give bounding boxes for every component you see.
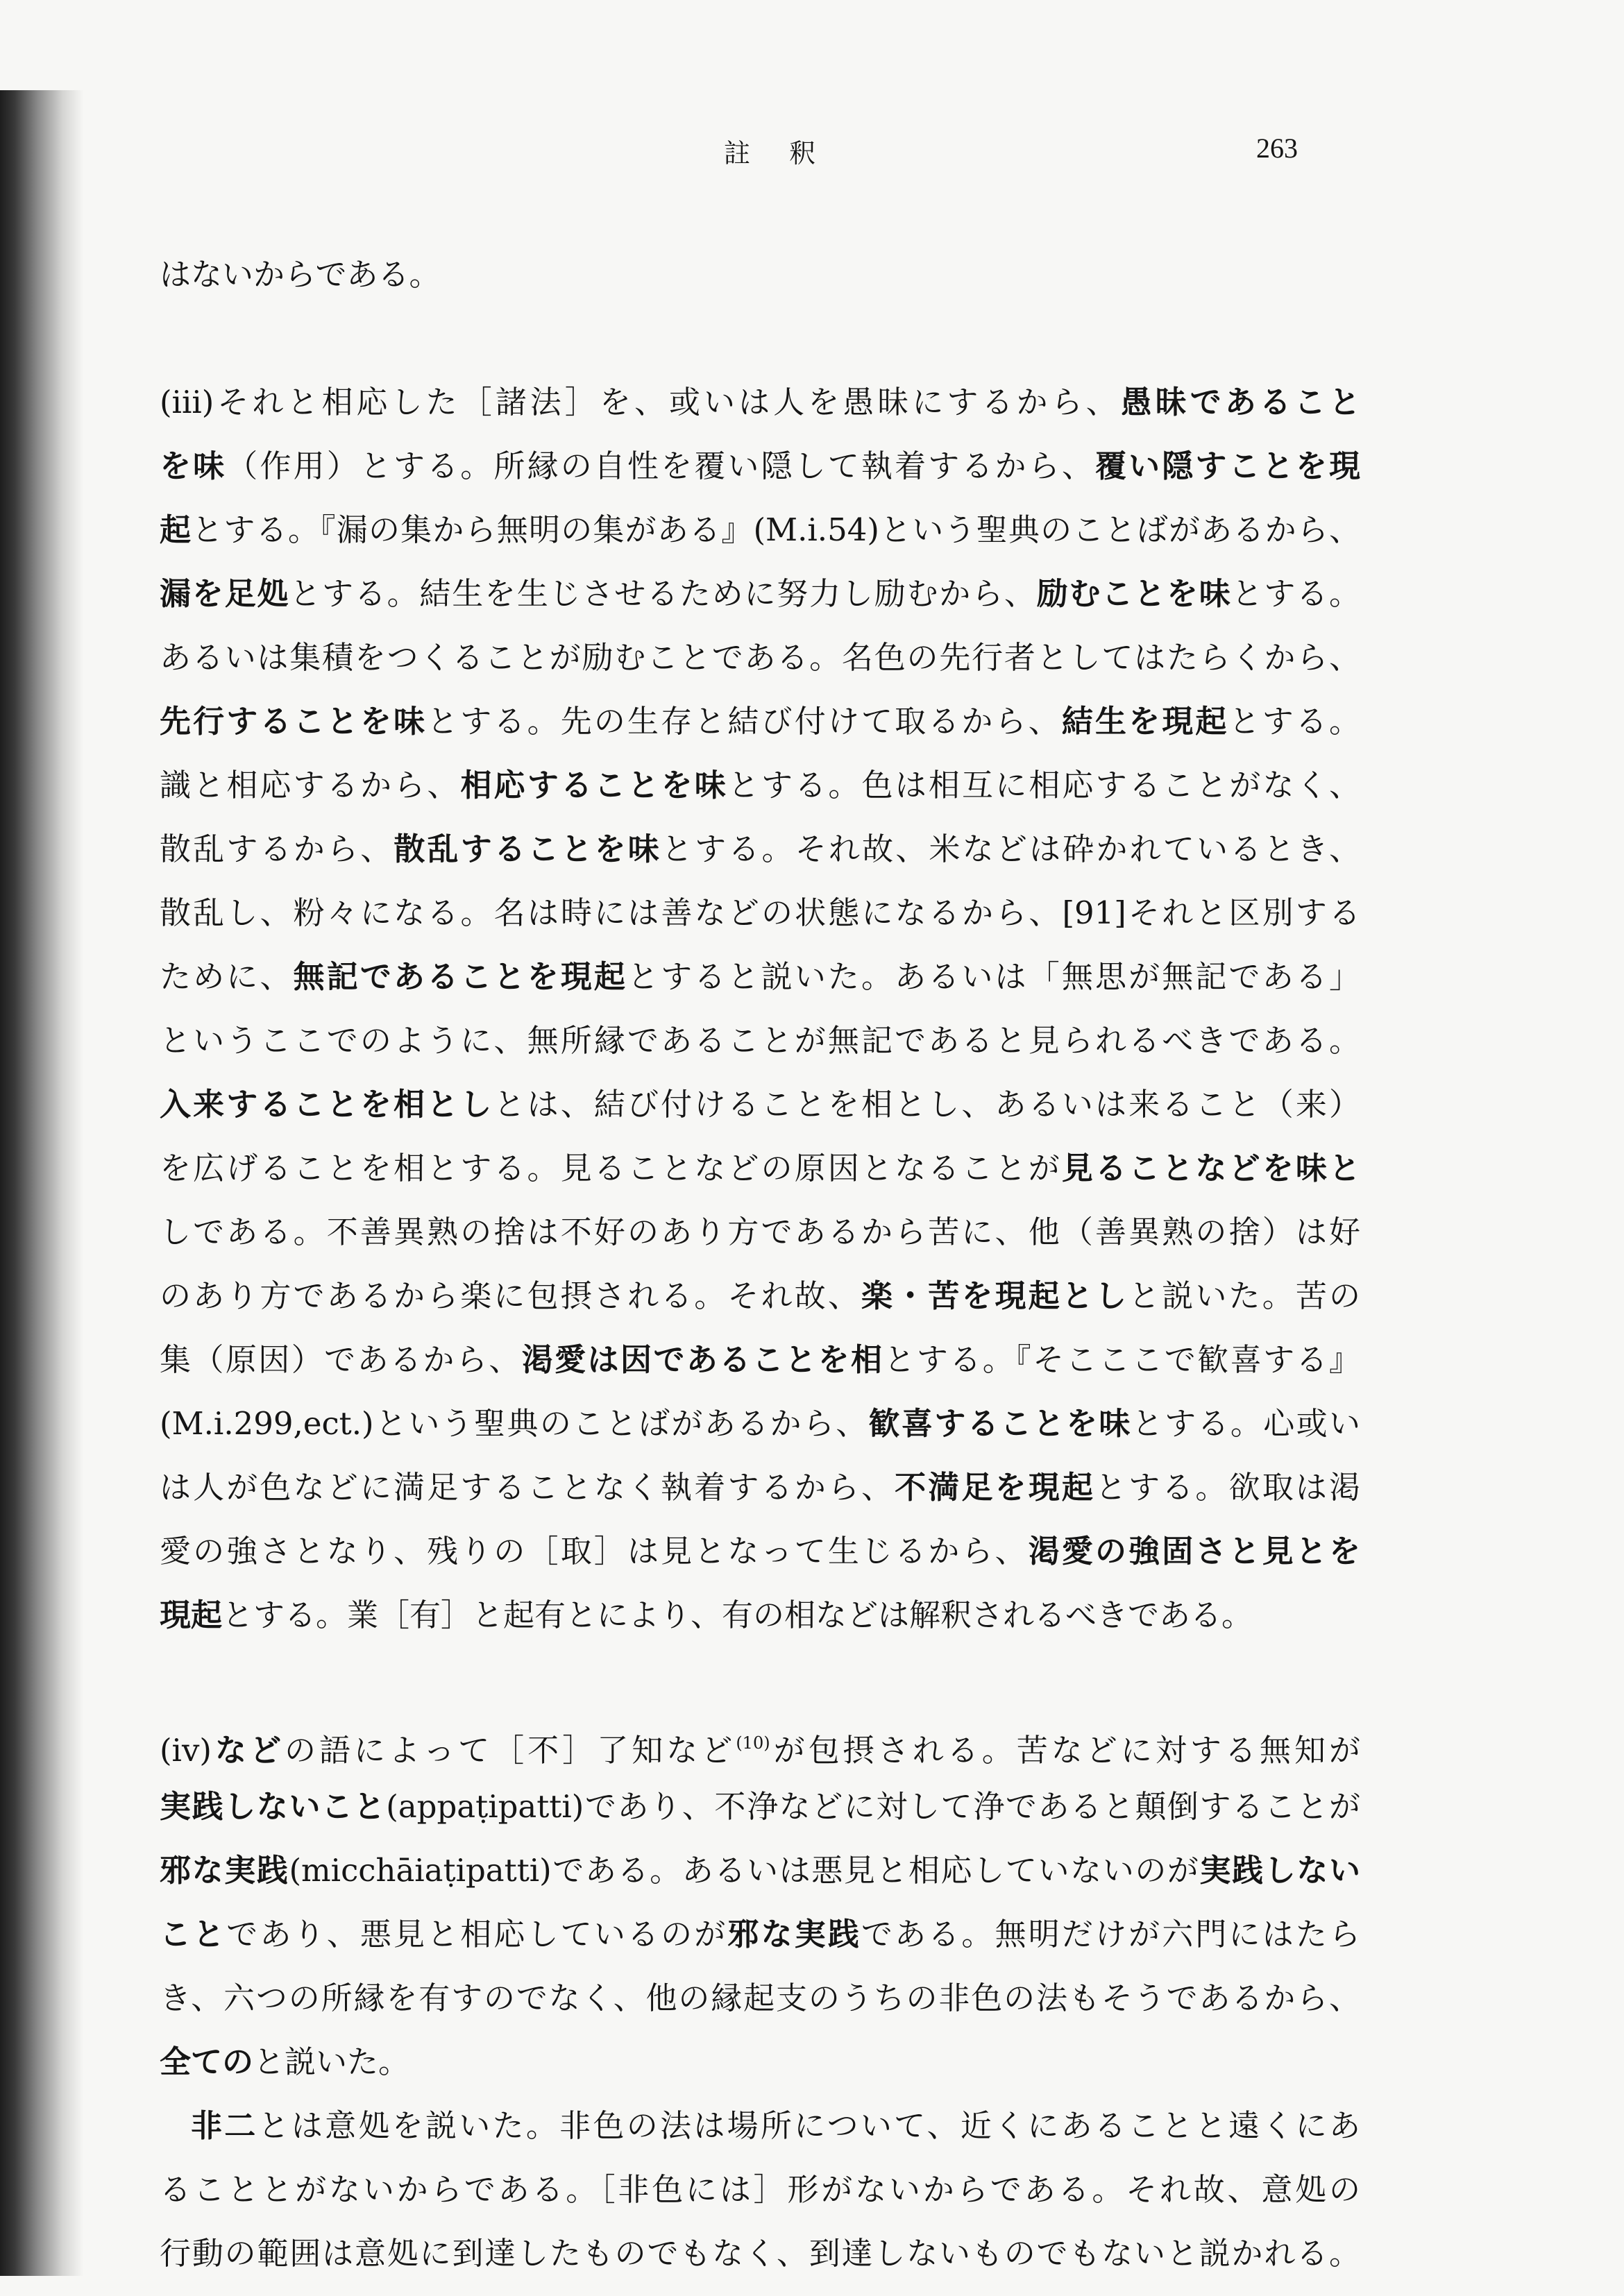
text-segment: (M.i.299,ect.)という聖典のことばがあるから、 <box>160 1405 869 1442</box>
text-segment: (appaṭipatti)であり、不浄などに対して浄であると顛倒することが <box>386 1788 1360 1825</box>
text-line <box>160 1903 1360 1966</box>
text-segment: （作用）とする。所縁の自性を覆い隠して執着するから、 <box>226 448 1095 484</box>
text-line <box>160 434 1360 498</box>
text-segment: ることとがないからである。［非色には］形がないからである。それ故、意処の <box>160 2171 1360 2208</box>
bold-term: 楽・苦を現起とし <box>861 1277 1129 1314</box>
text-segment: はないからである。 <box>160 256 441 293</box>
text-segment: とする。心或い <box>1131 1405 1360 1442</box>
text-segment: しである。不善異熟の捨は不好のあり方であるから苦に、他（善異熟の捨）は好 <box>160 1214 1360 1250</box>
text-segment: 散乱し、粉々になる。名は時には善などの状態になるから、[91]それと区別する <box>160 894 1360 931</box>
text-segment: とは意処を説いた。非色の法は場所について、近くにあることと遠くにあ <box>257 2107 1360 2144</box>
text-line <box>160 1775 1360 1839</box>
text-segment: である。無明だけが六門にはたら <box>861 1916 1360 1953</box>
text-line <box>160 1137 1360 1200</box>
bold-term: 起 <box>160 511 192 548</box>
text-line <box>160 945 1360 1009</box>
text-line <box>160 2158 1360 2222</box>
page-number: 263 <box>1256 133 1298 164</box>
bold-term: 渇愛の強固さと見とを <box>1028 1533 1360 1570</box>
text-line <box>160 1966 1360 2030</box>
text-segment: 愛の強さとなり、残りの［取］は見となって生じるから、 <box>160 1533 1029 1570</box>
text-segment: と説いた。 <box>253 2043 410 2080</box>
text-line <box>160 2094 1360 2158</box>
bold-term: 現起 <box>160 1597 223 1633</box>
bold-term: 不満足を現起 <box>895 1469 1095 1506</box>
bold-term: こと <box>160 1916 227 1953</box>
text-segment: というここでのように、無所縁であることが無記であると見られるべきである。 <box>160 1022 1360 1059</box>
text-line <box>160 1456 1360 1520</box>
text-line <box>160 1264 1360 1328</box>
text-segment: (iii)それと相応した［諸法］を、或いは人を愚昧にするから、 <box>160 384 1121 420</box>
text-line <box>160 881 1360 945</box>
bold-term: 見ることなどを味と <box>1061 1150 1360 1187</box>
running-header: 註 釈 <box>723 138 831 169</box>
text-segment: あるいは集積をつくることが励むことである。名色の先行者としてはたらくから、 <box>160 639 1360 676</box>
text-segment: のあり方であるから楽に包摂される。それ故、 <box>160 1277 861 1314</box>
text-segment: とする。欲取は渇 <box>1094 1469 1360 1506</box>
bold-term: 励むことを味 <box>1036 575 1232 612</box>
text-line <box>160 2030 1360 2094</box>
body-text <box>160 243 1360 2286</box>
text-line <box>160 817 1360 881</box>
text-line <box>160 371 1360 434</box>
text-segment: 行動の範囲は意処に到達したものでもなく、到達しないものでもないと説かれる。 <box>160 2235 1360 2272</box>
text-segment: は人が色などに満足することなく執着するから、 <box>160 1469 895 1506</box>
text-line <box>160 754 1360 817</box>
bold-term: 先行することを味 <box>160 703 428 740</box>
text-segment: とする。 <box>1231 575 1360 612</box>
bold-term: 全ての <box>160 2043 254 2080</box>
text-segment: と説いた。苦の <box>1128 1277 1360 1314</box>
text-line <box>160 1392 1360 1456</box>
text-segment: であり、悪見と相応しているのが <box>226 1916 728 1953</box>
text-segment: (micchāiaṭipatti)である。あるいは悪見と相応していないのが <box>289 1852 1200 1889</box>
paragraph-gap <box>160 307 1360 371</box>
text-segment: とすると説いた。あるいは「無思が無記である」 <box>627 958 1360 995</box>
text-line <box>160 1711 1360 1775</box>
bold-term: 相応することを味 <box>460 767 728 803</box>
text-segment: とする。『そこここで歓喜する』 <box>883 1341 1360 1378</box>
text-segment: の語によって［不］了知など <box>285 1732 736 1769</box>
paragraph-gap <box>160 1647 1360 1711</box>
text-line <box>160 498 1360 562</box>
text-line <box>160 1328 1360 1392</box>
text-line <box>160 562 1360 626</box>
text-line <box>160 2222 1360 2286</box>
bold-term: 散乱することを味 <box>394 831 661 867</box>
text-line <box>160 626 1360 690</box>
bold-term: 渇愛は因であることを相 <box>521 1341 884 1378</box>
text-segment: を広げることを相とする。見ることなどの原因となることが <box>160 1150 1062 1187</box>
text-segment: とする。 <box>1228 703 1360 740</box>
text-line <box>160 690 1360 754</box>
bold-term: 無記であることを現起 <box>293 958 627 995</box>
text-line <box>160 1073 1360 1137</box>
text-segment: とする。それ故、米などは砕かれているとき、 <box>661 831 1360 867</box>
bold-term: 入来することを相とし <box>160 1086 494 1123</box>
bold-term: 愚昧であること <box>1120 384 1360 420</box>
text-segment: 散乱するから、 <box>160 831 394 867</box>
bold-term: 実践しないこと <box>160 1788 387 1825</box>
text-segment: とする。結生を生じさせるために努力し励むから、 <box>289 575 1037 612</box>
text-segment: (iv) <box>160 1732 212 1769</box>
text-line <box>160 243 1360 307</box>
text-line <box>160 1009 1360 1073</box>
text-segment: とする。先の生存と結び付けて取るから、 <box>427 703 1062 740</box>
bold-term: 歓喜することを味 <box>868 1405 1132 1442</box>
text-line <box>160 1839 1360 1903</box>
bold-term: 邪な実践 <box>160 1852 289 1889</box>
text-segment: とする。『漏の集から無明の集がある』(M.i.54)という聖典のことばがあるから、 <box>192 511 1360 548</box>
text-segment: とは、結び付けることを相とし、あるいは来ること（来） <box>493 1086 1360 1123</box>
bold-term: 漏を足処 <box>160 575 290 612</box>
text-segment: が包摂される。苦などに対する無知が <box>770 1732 1360 1769</box>
bold-term: など <box>211 1732 285 1769</box>
bold-term: 覆い隠すことを現 <box>1094 448 1360 484</box>
text-segment: とする。色は相互に相応することがなく、 <box>727 767 1360 803</box>
text-segment: ために、 <box>160 958 294 995</box>
text-line <box>160 1583 1360 1647</box>
binding-shadow <box>0 90 83 2276</box>
text-segment: とする。業［有］と起有とにより、有の相などは解釈されるべきである。 <box>222 1597 1253 1633</box>
bold-term: 実践しない <box>1199 1852 1360 1889</box>
bold-term: 非二 <box>191 2107 258 2144</box>
bold-term: を味 <box>160 448 227 484</box>
text-line <box>160 1520 1360 1583</box>
text-segment: 識と相応するから、 <box>160 767 461 803</box>
footnote-ref: (10) <box>736 1733 770 1753</box>
bold-term: 邪な実践 <box>727 1916 861 1953</box>
text-segment: き、六つの所縁を有すのでなく、他の縁起支のうちの非色の法もそうであるから、 <box>160 1980 1360 2016</box>
text-line <box>160 1200 1360 1264</box>
bold-term: 結生を現起 <box>1061 703 1229 740</box>
text-segment: 集（原因）であるから、 <box>160 1341 522 1378</box>
